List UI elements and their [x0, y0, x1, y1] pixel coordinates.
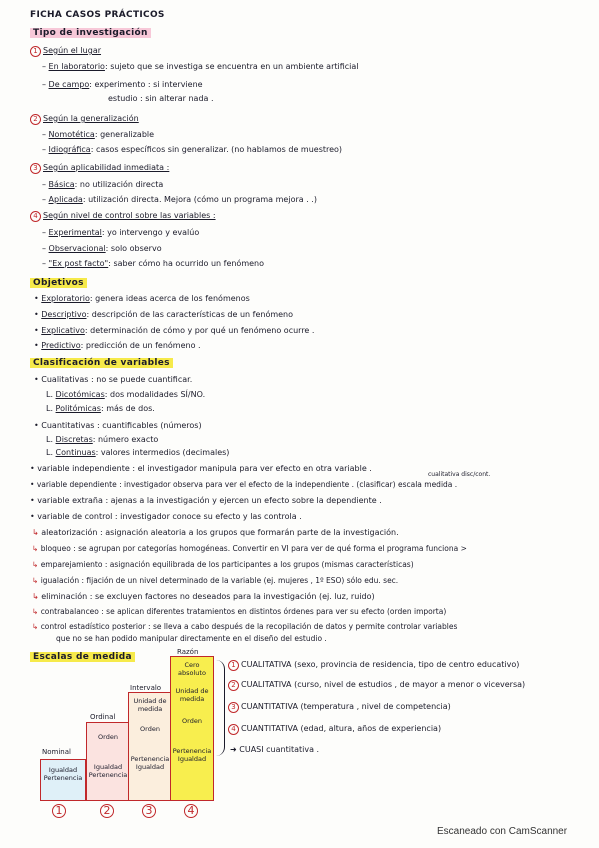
scale-result: ➜ CUASI cuantitativa . [230, 745, 320, 754]
list-item: – Aplicada: utilización directa. Mejora (cómo un programa mejora . .) [42, 195, 317, 204]
list-item: L. Discretas: número exacto [46, 435, 159, 444]
arrow-icon: ↳ [32, 528, 39, 537]
objetivos-heading: Objetivos [30, 278, 87, 288]
control-item-cont: que no se han podido manipular directamente en el diseño del estudio . [56, 634, 327, 643]
arrow-icon: ➜ [230, 745, 237, 754]
arrow-icon: ↳ [32, 544, 39, 553]
scale-label-nominal: Nominal [42, 748, 71, 756]
number-circle-icon: 4 [184, 804, 198, 818]
arrow-icon: ↳ [32, 607, 39, 616]
number-circle-icon: 2 [100, 804, 114, 818]
number-circle-icon: 1 [30, 46, 41, 57]
list-item: – De campo: experimento : si interviene [42, 80, 203, 89]
list-item: • Descriptivo: descripción de las características de un fenómeno [34, 310, 294, 319]
scale-label-intervalo: Intervalo [130, 684, 162, 692]
list-item: – "Ex post facto": saber cómo ha ocurrido un fenómeno [42, 259, 265, 268]
list-item: L. Continuas: valores intermedios (decimales) [46, 448, 230, 457]
number-circle-icon: 3 [30, 163, 41, 174]
list-item: • variable dependiente : investigador observa para ver el efecto de la independiente . (clasificar) escala medida . [30, 480, 458, 489]
scale-box-intervalo: Unidad de medida Orden Pertenencia Igualdad [128, 692, 172, 801]
scale-box-razon: Cero absoluto Unidad de medida Orden Pertenencia Igualdad [170, 656, 214, 801]
number-circle-icon: 1 [52, 804, 66, 818]
list-item: • Exploratorio: genera ideas acerca de los fenómenos [34, 294, 250, 303]
tipo-group-4: 4 Según nivel de control sobre las variables : [30, 211, 216, 222]
list-item: • variable de control : investigador conoce su efecto y las controla . [30, 512, 302, 521]
number-circle-icon: 2 [228, 680, 239, 691]
scale-result: 4 CUANTITATIVA (edad, altura, años de experiencia) [228, 724, 441, 735]
control-item: ↳ igualación : fijación de un nivel determinado de la variable (ej. mujeres , 1º ESO) sólo edu. sec. [32, 576, 399, 585]
clasif-heading: Clasificación de variables [30, 358, 173, 368]
scale-box-nominal: Igualdad Pertenencia [40, 759, 86, 801]
number-circle-icon: 3 [228, 702, 239, 713]
scale-result: 3 CUANTITATIVA (temperatura , nivel de competencia) [228, 702, 451, 713]
list-item: • variable extraña : ajenas a la investigación y ejercen un efecto sobre la dependiente . [30, 496, 382, 505]
scale-box-ordinal: Orden Igualdad Pertenencia [86, 722, 130, 801]
list-item: – Nomotética: generalizable [42, 130, 155, 139]
tipo-group-1: 1 Según el lugar [30, 46, 101, 57]
list-item: • Cuantitativas : cuantificables (números) [34, 421, 202, 430]
control-item: ↳ contrabalanceo : se aplican diferentes tratamientos en distintos órdenes para ver su efecto (orden importa) [32, 607, 447, 616]
page-title: FICHA CASOS PRÁCTICOS [30, 10, 165, 20]
number-circle-icon: 1 [228, 660, 239, 671]
scale-label-ordinal: Ordinal [90, 713, 116, 721]
list-item: – Idiográfica: casos específicos sin generalizar. (no hablamos de muestreo) [42, 145, 343, 154]
number-circle-icon: 4 [30, 211, 41, 222]
list-item: – Observacional: solo observo [42, 244, 162, 253]
list-item: • Cualitativas : no se puede cuantificar. [34, 375, 193, 384]
brace-icon [216, 660, 225, 756]
arrow-icon: ↳ [32, 560, 39, 569]
control-item: ↳ control estadístico posterior : se lleva a cabo después de la recopilación de datos y permite controlar variables [32, 622, 458, 631]
list-item-cont: estudio : sin alterar nada . [108, 94, 214, 103]
scale-label-razon: Razón [177, 648, 199, 656]
tipo-group-2: 2 Según la generalización [30, 114, 139, 125]
control-item: ↳ aleatorización : asignación aleatoria a los grupos que formarán parte de la investigación. [32, 528, 399, 537]
list-item: • Explicativo: determinación de cómo y por qué un fenómeno ocurre . [34, 326, 315, 335]
tipo-group-3: 3 Según aplicabilidad inmediata : [30, 163, 169, 174]
list-item: • Predictivo: predicción de un fenómeno . [34, 341, 201, 350]
number-circle-icon: 4 [228, 724, 239, 735]
margin-note: cualitativa disc/cont. [428, 471, 491, 478]
tipo-heading: Tipo de investigación [30, 28, 151, 38]
list-item: – Experimental: yo intervengo y evalúo [42, 228, 200, 237]
control-item: ↳ bloqueo : se agrupan por categorías homogéneas. Convertir en VI para ver de qué forma el programa funciona > [32, 544, 467, 553]
list-item: – En laboratorio: sujeto que se investiga se encuentra en un ambiente artificial [42, 62, 359, 71]
control-item: ↳ emparejamiento : asignación equilibrada de los participantes a los grupos (mismas características) [32, 560, 414, 569]
number-circle-icon: 3 [142, 804, 156, 818]
scale-result: 2 CUALITATIVA (curso, nivel de estudios , de mayor a menor o viceversa) [228, 680, 525, 691]
list-item: – Básica: no utilización directa [42, 180, 164, 189]
control-item: ↳ eliminación : se excluyen factores no deseados para la investigación (ej. luz, ruido) [32, 592, 375, 601]
scale-result: 1 CUALITATIVA (sexo, provincia de residencia, tipo de centro educativo) [228, 660, 519, 671]
arrow-icon: ↳ [32, 592, 39, 601]
list-item: L. Dicotómicas: dos modalidades SÍ/NO. [46, 390, 206, 399]
escalas-heading: Escalas de medida [30, 652, 135, 662]
number-circle-icon: 2 [30, 114, 41, 125]
scanner-watermark: Escaneado con CamScanner [437, 826, 568, 837]
list-item: • variable independiente : el investigador manipula para ver efecto en otra variable . [30, 464, 372, 473]
list-item: L. Politómicas: más de dos. [46, 404, 155, 413]
arrow-icon: ↳ [32, 622, 39, 631]
arrow-icon: ↳ [32, 576, 39, 585]
